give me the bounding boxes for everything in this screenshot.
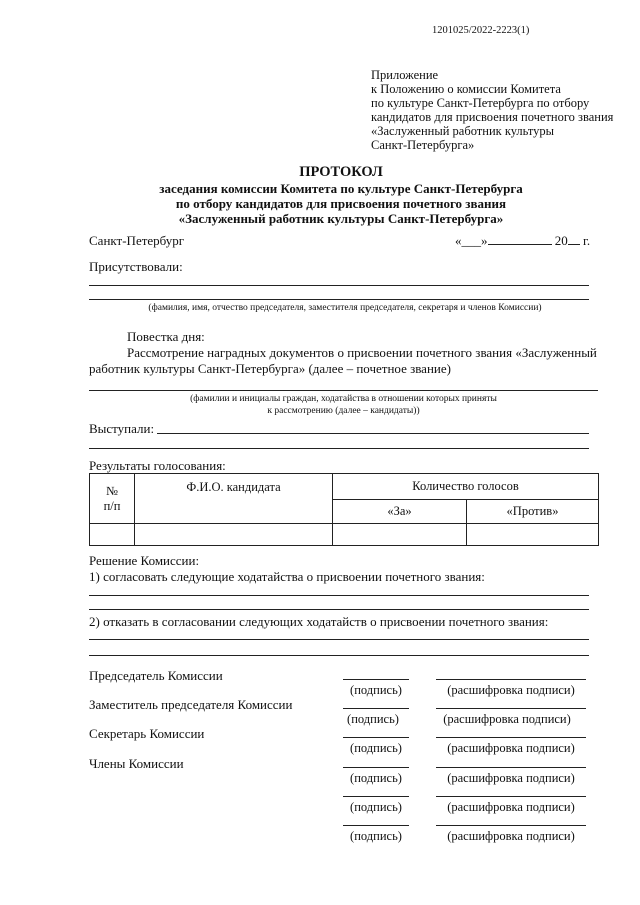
header-candidate-name: Ф.И.О. кандидата (135, 474, 333, 524)
date-close-quote: » (481, 233, 488, 248)
decoding-line (436, 737, 586, 738)
decoding-caption: (расшифровка подписи) (447, 771, 575, 785)
cell-for (333, 524, 467, 546)
decoding-caption: (расшифровка подписи) (447, 741, 575, 755)
speakers-line-1 (157, 433, 589, 434)
appendix-line-3: по культуре Санкт-Петербурга по отбору (371, 96, 590, 110)
agenda-label: Повестка дня: (127, 329, 205, 344)
header-number (90, 474, 135, 524)
signer-secretary: Секретарь Комиссии (89, 726, 205, 741)
signature-caption: (подпись) (350, 800, 402, 814)
date-day-blank: ___ (461, 233, 481, 248)
present-hint: (фамилия, имя, отчество председателя, заместителя председателя, секретаря и членов Комиссии) (148, 303, 542, 313)
place: Санкт-Петербург (89, 233, 185, 248)
decoding-line (436, 796, 586, 797)
voting-label: Результаты голосования: (89, 458, 226, 473)
date-field (455, 233, 590, 249)
date-open-quote: « (455, 233, 462, 248)
decoding-caption: (расшифровка подписи) (443, 712, 571, 726)
decision-item-1-line-1 (89, 595, 589, 596)
decision-item-2: 2) отказать в согласовании следующих ходатайств о присвоении почетного звания: (89, 614, 549, 629)
appendix-line-6: Санкт-Петербурга» (371, 138, 475, 152)
date-month-blank (488, 233, 552, 245)
decoding-line (436, 825, 586, 826)
present-line-2 (89, 299, 589, 300)
agenda-hint-2: к рассмотрению (далее – кандидаты)) (267, 406, 420, 416)
decision-label: Решение Комиссии: (89, 553, 200, 568)
speakers-line-2 (89, 448, 589, 449)
signature-caption: (подпись) (350, 829, 402, 843)
appendix-line-5: «Заслуженный работник культуры (371, 124, 555, 138)
header-for: «За» (333, 500, 467, 524)
decoding-caption: (расшифровка подписи) (447, 800, 575, 814)
date-year-prefix: 20 (554, 233, 568, 248)
speakers-label: Выступали: (89, 421, 155, 436)
agenda-text-line-2: работник культуры Санкт-Петербурга» (далее – почетное звание) (89, 361, 451, 376)
agenda-line (89, 390, 598, 391)
signature-line (343, 679, 409, 680)
appendix-line-2: к Положению о комиссии Комитета (371, 82, 561, 96)
signer-members: Члены Комиссии (89, 756, 184, 771)
document-code: 1201025/2022-2223(1) (432, 25, 530, 36)
decoding-line (436, 679, 586, 680)
appendix-line-1: Приложение (371, 68, 439, 82)
signature-line (343, 767, 409, 768)
signature-line (343, 708, 409, 709)
protocol-subtitle-1: заседания комиссии Комитета по культуре Санкт-Петербурга (159, 181, 523, 196)
present-label: Присутствовали: (89, 259, 183, 274)
decision-item-2-line-1 (89, 639, 589, 640)
protocol-title: ПРОТОКОЛ (299, 164, 383, 180)
header-number-sign: № (106, 483, 118, 498)
header-against: «Против» (467, 500, 599, 524)
signature-line (343, 796, 409, 797)
voting-header-row (90, 474, 599, 500)
decoding-caption: (расшифровка подписи) (447, 829, 575, 843)
protocol-subtitle-2: по отбору кандидатов для присвоения почетного звания (175, 196, 507, 211)
signature-caption: (подпись) (350, 771, 402, 785)
decoding-line (436, 767, 586, 768)
header-number-pp: п/п (103, 498, 121, 513)
cell-against (467, 524, 599, 546)
decision-item-1-line-2 (89, 609, 589, 610)
table-row (90, 524, 599, 546)
cell-candidate-name (135, 524, 333, 546)
protocol-subtitle-3: «Заслуженный работник культуры Санкт-Петербурга» (178, 211, 504, 226)
decoding-caption: (расшифровка подписи) (447, 683, 575, 697)
signature-caption: (подпись) (350, 741, 402, 755)
voting-table (89, 473, 599, 546)
date-year-blank (568, 233, 580, 245)
present-line-1 (89, 285, 589, 286)
appendix-line-4: кандидатов для присвоения почетного звания (371, 110, 614, 124)
decision-item-2-line-2 (89, 655, 589, 656)
header-votes-count: Количество голосов (333, 474, 599, 500)
date-year-suffix: г. (583, 233, 591, 248)
decoding-line (436, 708, 586, 709)
agenda-text-line-1: Рассмотрение наградных документов о присвоении почетного звания «Заслуженный (127, 345, 597, 360)
signature-caption: (подпись) (347, 712, 399, 726)
signer-chair: Председатель Комиссии (89, 668, 223, 683)
signature-caption: (подпись) (350, 683, 402, 697)
signer-deputy: Заместитель председателя Комиссии (89, 697, 293, 712)
decision-item-1: 1) согласовать следующие ходатайства о присвоении почетного звания: (89, 569, 485, 584)
agenda-hint-1: (фамилии и инициалы граждан, ходатайства в отношении которых приняты (190, 394, 497, 404)
signature-line (343, 825, 409, 826)
cell-number (90, 524, 135, 546)
signature-line (343, 737, 409, 738)
